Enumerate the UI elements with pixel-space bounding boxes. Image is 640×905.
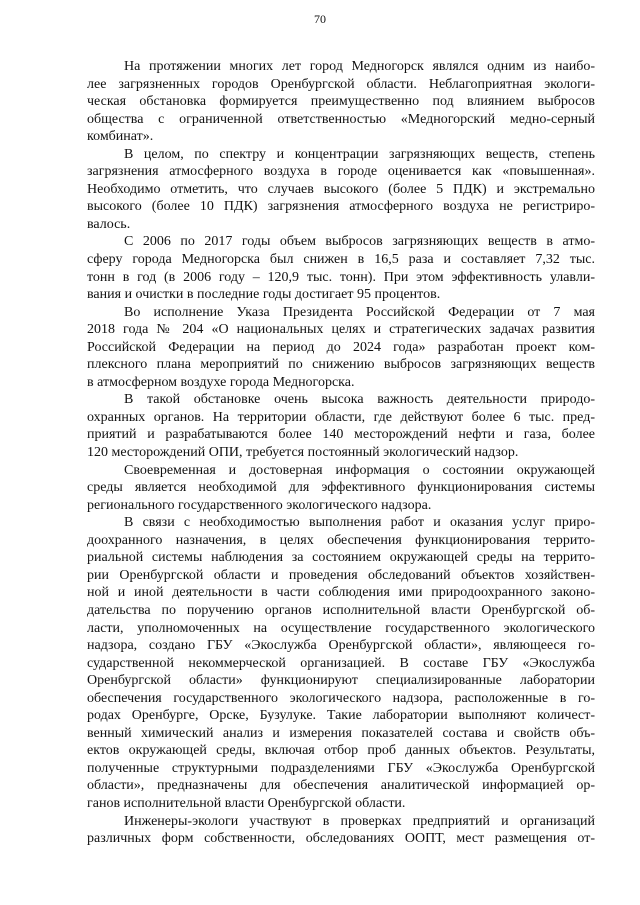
text-line: комбинат». — [87, 129, 154, 145]
text-line: рии Оренбургской области и проведения обследований объектов хозяйствен- — [87, 567, 595, 583]
text-line: Российской Федерации на период до 2024 года» разработан проект ком- — [87, 339, 595, 355]
text-line: родах Оренбурге, Орске, Бузулуке. Такие лаборатории выполняют количест- — [87, 708, 595, 724]
text-line: Необходимо отметить, что случаев высокого (более 5 ПДК) и экстремально — [87, 181, 595, 197]
text-line: В связи с необходимостью выполнения работ и оказания услуг приро- — [124, 515, 595, 531]
text-line: в атмосферном воздухе города Медногорска. — [87, 374, 355, 390]
text-line: сударственной некоммерческой организацией. В составе ГБУ «Экослужба — [87, 655, 595, 671]
text-line: тонн в год (в 2006 году – 120,9 тыс. тонн). При этом эффективность улавли- — [87, 269, 595, 285]
text-line: сферу города Медногорска был снижен в 16,5 раза и составляет 7,32 тыс. — [87, 252, 595, 268]
text-line: загрязнения атмосферного воздуха в городе оценивается как «повышенная». — [87, 164, 595, 180]
text-line: ческая обстановка формируется преимущественно под влиянием выбросов — [87, 94, 595, 110]
text-line: риальной системы наблюдения за состоянием окружающей среды на террито- — [87, 550, 595, 566]
text-line: В такой обстановке очень высока важность деятельности природо- — [124, 392, 595, 408]
text-line: плексного плана мероприятий по снижению выбросов загрязняющих веществ — [87, 357, 595, 373]
paragraph — [87, 304, 595, 392]
text-line: среды является необходимой для эффективного функционирования системы — [87, 480, 595, 496]
paragraph — [87, 813, 595, 848]
text-line: надзора, создано ГБУ «Экослужба Оренбургской области», являющееся го- — [87, 638, 595, 654]
text-line: регионального государственного экологического надзора. — [87, 497, 432, 513]
page-number: 70 — [314, 12, 326, 26]
text-line: полученные структурными подразделениями ГБУ «Экослужба Оренбургской — [87, 760, 595, 776]
paragraph — [87, 462, 595, 515]
text-line: Во исполнение Указа Президента Российской Федерации от 7 мая — [124, 304, 595, 320]
text-line: различных форм собственности, обследованиях ООПТ, мест размещения от- — [87, 831, 595, 847]
text-line: С 2006 по 2017 годы объем выбросов загрязняющих веществ в атмо- — [124, 234, 595, 250]
paragraph — [87, 233, 595, 303]
text-line: венный химический анализ и измерения показателей состава и свойств объ- — [87, 725, 595, 741]
text-line: 120 месторождений ОПИ, требуется постоянный экологический надзор. — [87, 445, 519, 461]
text-line: ектов окружающей среды, включая отбор проб данных объектов. Результаты, — [87, 743, 595, 759]
text-line: Оренбургской области» функционируют специализированные лаборатории — [87, 673, 595, 689]
text-line: охранных органов. На территории области, где действуют более 6 тыс. пред- — [87, 409, 595, 425]
page-body — [87, 58, 595, 848]
text-line: На протяжении многих лет город Медногорск являлся одним из наибо- — [124, 59, 595, 74]
text-line: Инженеры-экологи участвуют в проверках предприятий и организаций — [124, 813, 595, 829]
text-line: 2018 года № 204 «О национальных целях и стратегических задачах развития — [87, 322, 595, 338]
text-line: общества с ограниченной ответственностью «Медногорский медно-серный — [87, 111, 595, 127]
text-line: области», предназначены для обеспечения аналитической информацией ор- — [87, 778, 595, 794]
text-line: ласти, уполномоченных на осуществление государственного экологического — [87, 620, 595, 636]
text-line: ганов исполнительной власти Оренбургской области. — [87, 795, 406, 811]
paragraph — [87, 514, 595, 812]
text-line: Своевременная и достоверная информация о состоянии окружающей — [124, 462, 595, 478]
text-line: вания и очистки в последние годы достигает 95 процентов. — [87, 287, 441, 303]
text-line: В целом, по спектру и концентрации загрязняющих веществ, степень — [124, 146, 595, 162]
text-line: высокого (более 10 ПДК) загрязнения атмосферного воздуха не регистриро- — [87, 199, 595, 215]
text-line: лее загрязненных городов Оренбургской области. Неблагоприятная экологи- — [87, 76, 595, 92]
text-line: доохранного назначения, в целях обеспечения функционирования террито- — [87, 532, 595, 548]
text-line: валось. — [87, 216, 131, 232]
paragraph — [87, 58, 595, 146]
text-line: ной и иной деятельности в части соблюдения ими природоохранного законо- — [87, 585, 595, 601]
text-line: обеспечения государственного экологического надзора, расположенные в го- — [87, 690, 595, 706]
paragraph — [87, 391, 595, 461]
paragraph — [87, 146, 595, 234]
text-line: приятий и разрабатываются более 140 месторождений нефти и газа, более — [87, 427, 595, 443]
text-line: дательства по поручению органов исполнительной власти Оренбургской об- — [87, 602, 595, 618]
